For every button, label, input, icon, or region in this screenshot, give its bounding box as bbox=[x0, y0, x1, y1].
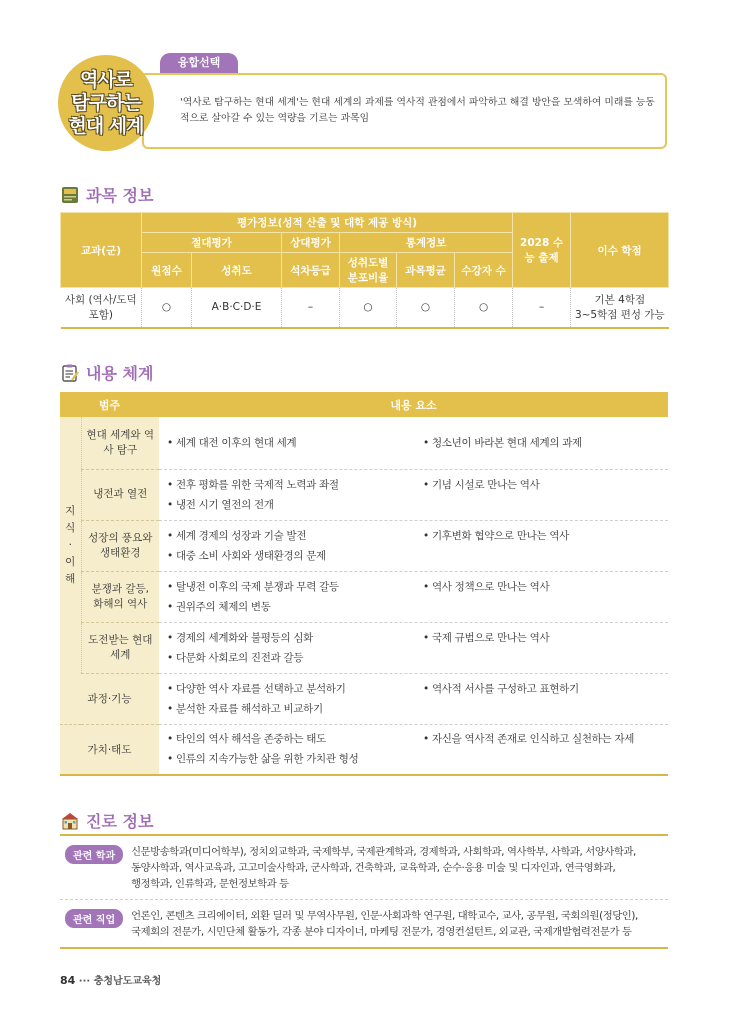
subject-description: '역사로 탐구하는 현대 세계'는 현대 세계의 과제를 역사적 관점에서 파악하고 해결 방안을 모색하여 미래를 능동적으로 살아갈 수 있는 역량을 기르는 과목임 bbox=[180, 97, 655, 124]
subcategory-label: 성장의 풍요와 생태환경 bbox=[81, 520, 159, 571]
distribution-header: 성취도별 분포비율 bbox=[340, 253, 397, 288]
csat-cell: – bbox=[513, 288, 571, 328]
content-elements: • 전후 평화를 위한 국제적 노력과 좌절 • 기념 시설로 만나는 역사 • 냉전 시기 열전의 전개 bbox=[159, 469, 668, 520]
raw-score-header: 원점수 bbox=[142, 253, 192, 288]
subject-group-cell: 사회 (역사/도덕 포함) bbox=[61, 288, 142, 328]
value-category: 가치·태도 bbox=[60, 724, 159, 775]
rank-cell: – bbox=[282, 288, 340, 328]
distribution-cell: ○ bbox=[340, 288, 397, 328]
subcategory-label: 도전받는 현대 세계 bbox=[81, 622, 159, 673]
page-footer bbox=[60, 972, 161, 987]
csat-header: 2028 수능 출제 bbox=[513, 213, 571, 288]
content-system-table bbox=[60, 392, 668, 776]
category-tab: 융합선택 bbox=[160, 53, 238, 73]
mean-cell: ○ bbox=[397, 288, 455, 328]
evaluation-header: 평가정보(성적 산출 및 대학 제공 방식) bbox=[142, 213, 513, 233]
job-list: 언론인, 콘텐츠 크리에이터, 외환 딜러 및 무역사무원, 인문·사회과학 연구원, 대학교수, 교사, 공무원, 국회의원(정당인), 국제회의 전문가, 시민단체 활동가, 각종 분야 디자이너, 마케팅 전문가, 경영컨설턴트, 외교관, 국제개발협력전문가 등 bbox=[131, 910, 638, 938]
subject-info-table bbox=[60, 212, 669, 329]
related-departments bbox=[60, 836, 668, 899]
content-elements: • 세계 경제의 성장과 기술 발전 • 기후변화 협약으로 만나는 역사 • 대중 소비 사회와 생태환경의 문제 bbox=[159, 520, 668, 571]
content-elements: • 경제의 세계화와 불평등의 심화 • 국제 규범으로 만나는 역사 • 다문화 사회로의 진전과 갈등 bbox=[159, 622, 668, 673]
page-number: 84 bbox=[60, 974, 76, 987]
school-icon bbox=[60, 811, 80, 831]
dept-list: 신문방송학과(미디어학부), 정치외교학과, 국제학부, 국제관계학과, 경제학과, 사회학과, 역사학부, 사학과, 서양사학과, 동양사학과, 역사교육과, 고고미술사학과, 군사학과, 건축학과, 교육학과, 순수·응용 미술 및 디자인과, 연극영화과, 행정학과, 인류학과, 문헌정보학과 등 bbox=[131, 846, 636, 890]
knowledge-category: 지 식 · 이 해 bbox=[60, 417, 81, 673]
statistics-header: 통계정보 bbox=[340, 233, 513, 253]
book-icon bbox=[60, 185, 80, 205]
dept-label: 관련 학과 bbox=[65, 845, 123, 864]
credits-header: 이수 학점 bbox=[571, 213, 669, 288]
clipboard-icon bbox=[60, 363, 80, 383]
content-elements: • 타인의 역사 해석을 존중하는 태도 • 자신을 역사적 존재로 인식하고 실천하는 자세 • 인류의 지속가능한 삶을 위한 가치관 형성 bbox=[159, 724, 668, 775]
subcategory-label: 분쟁과 갈등, 화해의 역사 bbox=[81, 571, 159, 622]
content-elements: • 세계 대전 이후의 현대 세계 • 청소년이 바라본 현대 세계의 과제 bbox=[159, 417, 668, 469]
subject-info-heading: 과목 정보 bbox=[60, 183, 153, 206]
related-jobs bbox=[60, 900, 668, 947]
content-elements: • 탈냉전 이후의 국제 분쟁과 무력 갈등 • 역사 정책으로 만나는 역사 • 권위주의 체제의 변동 bbox=[159, 571, 668, 622]
elements-header: 내용 요소 bbox=[159, 392, 668, 417]
career-info bbox=[60, 834, 668, 949]
job-label: 관련 직업 bbox=[65, 909, 123, 928]
mean-header: 과목평균 bbox=[397, 253, 455, 288]
absolute-eval-header: 절대평가 bbox=[142, 233, 282, 253]
achievement-cell: A·B·C·D·E bbox=[192, 288, 282, 328]
raw-score-cell: ○ bbox=[142, 288, 192, 328]
category-header: 범주 bbox=[60, 392, 159, 417]
rank-header: 석차등급 bbox=[282, 253, 340, 288]
subcategory-label: 현대 세계와 역사 탐구 bbox=[81, 417, 159, 469]
process-category: 과정·기능 bbox=[60, 673, 159, 724]
students-header: 수강자 수 bbox=[455, 253, 513, 288]
publisher: 충청남도교육청 bbox=[93, 976, 162, 987]
students-cell: ○ bbox=[455, 288, 513, 328]
subject-title-badge bbox=[58, 55, 154, 151]
subcategory-label: 냉전과 열전 bbox=[81, 469, 159, 520]
subject-title: 역사로 탐구하는 현대 세계 bbox=[68, 68, 144, 137]
career-info-heading: 진로 정보 bbox=[60, 809, 153, 832]
footer-separator: ··· bbox=[78, 976, 91, 987]
credits-cell: 기본 4학점 3~5학점 편성 가능 bbox=[574, 294, 665, 322]
content-elements: • 다양한 역사 자료를 선택하고 분석하기 • 역사적 서사를 구성하고 표현하기 • 분석한 자료를 해석하고 비교하기 bbox=[159, 673, 668, 724]
content-system-heading: 내용 체계 bbox=[60, 361, 153, 384]
subject-description-box bbox=[142, 73, 667, 149]
relative-eval-header: 상대평가 bbox=[282, 233, 340, 253]
achievement-header: 성취도 bbox=[192, 253, 282, 288]
subject-group-header: 교과(군) bbox=[61, 213, 142, 288]
